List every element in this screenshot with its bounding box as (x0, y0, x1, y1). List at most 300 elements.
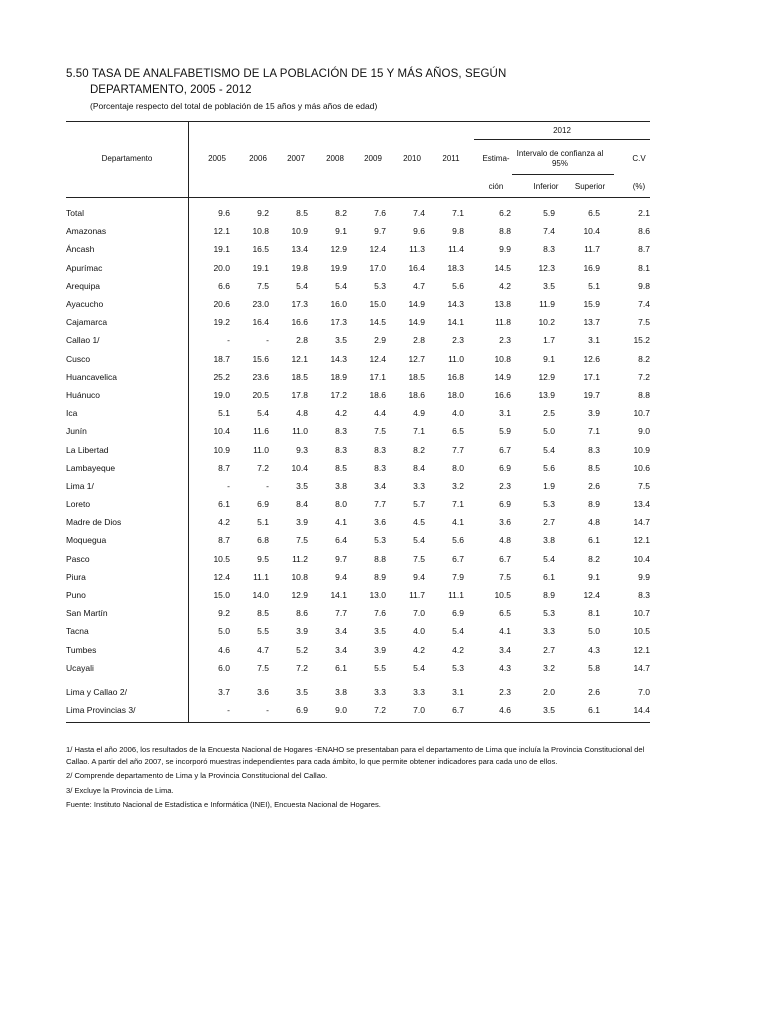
table-cell: 5.5 (257, 626, 269, 637)
table-cell: 3.8 (543, 535, 555, 546)
page-title-line2: DEPARTAMENTO, 2005 - 2012 (90, 84, 252, 96)
table-cell: 9.4 (335, 571, 347, 582)
table-cell: 4.8 (588, 517, 600, 528)
table-cell: 9.7 (374, 226, 386, 237)
table-cell: 6.1 (218, 499, 230, 510)
table-cell: - (266, 705, 269, 716)
table-cell: 6.1 (543, 571, 555, 582)
table-cell: 4.0 (452, 408, 464, 419)
table-cell: 2.8 (413, 335, 425, 346)
table-cell: 19.2 (213, 317, 230, 328)
table-cell: 4.5 (413, 517, 425, 528)
table-cell: 6.5 (452, 426, 464, 437)
table-cell: 14.9 (408, 317, 425, 328)
table-cell: 15.9 (583, 299, 600, 310)
row-label: Ucayali (66, 662, 94, 673)
table-cell: 5.9 (499, 426, 511, 437)
table-cell: 2.7 (543, 517, 555, 528)
table-cell: 8.2 (588, 553, 600, 564)
table-cell: 5.3 (452, 662, 464, 673)
table-cell: 14.4 (633, 705, 650, 716)
table-cell: 5.4 (296, 280, 308, 291)
table-cell: 14.7 (633, 517, 650, 528)
table-cell: 8.3 (374, 444, 386, 455)
table-cell: 7.5 (638, 480, 650, 491)
table-cell: 7.7 (452, 444, 464, 455)
table-cell: 12.3 (538, 262, 555, 273)
table-row (66, 240, 650, 258)
table-cell: 14.3 (447, 299, 464, 310)
table-cell: 6.1 (588, 535, 600, 546)
table-cell: 4.1 (335, 517, 347, 528)
table-cell: 16.4 (252, 317, 269, 328)
table-cell: 17.3 (291, 299, 308, 310)
table-cell: 16.9 (583, 262, 600, 273)
table-cell: 7.1 (588, 426, 600, 437)
table-cell: 6.9 (452, 608, 464, 619)
table-cell: 8.3 (588, 444, 600, 455)
table-cell: 9.8 (638, 280, 650, 291)
table-cell: 4.2 (413, 644, 425, 655)
table-cell: 4.2 (499, 280, 511, 291)
header-departamento: Departamento (101, 154, 153, 163)
row-label: Arequipa (66, 280, 101, 291)
table-cell: 4.1 (499, 626, 511, 637)
table-cell: 5.8 (588, 662, 600, 673)
row-label: Lambayeque (66, 462, 116, 473)
table-cell: 10.4 (291, 462, 308, 473)
table-cell: 6.2 (499, 208, 511, 219)
table-cell: 10.5 (633, 626, 650, 637)
table-cell: 5.1 (588, 280, 600, 291)
table-cell: 8.2 (413, 444, 425, 455)
table-cell: 10.2 (538, 317, 555, 328)
table-cell: 8.7 (218, 462, 230, 473)
table-row (66, 477, 650, 495)
table-cell: 5.9 (543, 208, 555, 219)
table-cell: 9.3 (296, 444, 308, 455)
table-cell: 8.0 (335, 499, 347, 510)
table-cell: 9.6 (413, 226, 425, 237)
table-cell: 5.3 (543, 499, 555, 510)
table-row (66, 386, 650, 404)
row-label: La Libertad (66, 444, 109, 455)
table-cell: 3.4 (499, 644, 511, 655)
table-cell: 6.7 (499, 444, 511, 455)
table-row (66, 350, 650, 368)
table-cell: 12.4 (369, 244, 386, 255)
table-row (66, 604, 650, 622)
table-cell: 3.5 (543, 705, 555, 716)
table-cell: 17.0 (369, 262, 386, 273)
table-cell: - (227, 480, 230, 491)
table-cell: 8.5 (335, 462, 347, 473)
table-cell: 4.0 (413, 626, 425, 637)
table-cell: 7.1 (413, 426, 425, 437)
table-cell: 13.7 (583, 317, 600, 328)
table-cell: 7.6 (374, 208, 386, 219)
table-cell: 3.6 (499, 517, 511, 528)
table-cell: 3.8 (335, 686, 347, 697)
page-title: 5.50 TASA DE ANALFABETISMO DE LA POBLACIÓN DE 15 Y MÁS AÑOS, SEGÚN (66, 68, 507, 80)
table-cell: 11.1 (253, 571, 269, 582)
table-cell: 6.8 (257, 535, 269, 546)
group-2012-rule (474, 139, 650, 140)
table-cell: 12.1 (633, 644, 650, 655)
table-cell: 8.4 (296, 499, 308, 510)
header-cv-unit: (%) (632, 182, 646, 191)
table-cell: 6.4 (335, 535, 347, 546)
table-cell: 7.0 (638, 686, 650, 697)
table-cell: 7.5 (638, 317, 650, 328)
table-cell: 18.3 (447, 262, 464, 273)
table-cell: 9.1 (588, 571, 600, 582)
table-top-rule (66, 121, 650, 122)
table-row (66, 622, 650, 640)
table-cell: 4.7 (413, 280, 425, 291)
table-cell: 6.6 (218, 280, 230, 291)
table-cell: 9.1 (543, 353, 555, 364)
table-cell: 7.5 (499, 571, 511, 582)
row-label: Moquegua (66, 535, 107, 546)
header-superior: Superior (574, 182, 606, 191)
row-label: Callao 1/ (66, 335, 100, 346)
table-cell: 11.9 (539, 299, 555, 310)
table-cell: 5.3 (543, 608, 555, 619)
table-cell: 6.5 (588, 208, 600, 219)
source-note: Fuente: Instituto Nacional de Estadística e Informática (INEI), Encuesta Nacional de Hogares. (66, 800, 381, 809)
table-cell: 10.5 (213, 553, 230, 564)
table-cell: - (266, 480, 269, 491)
table-cell: 12.1 (291, 353, 308, 364)
table-cell: 13.8 (494, 299, 511, 310)
table-cell: 3.2 (543, 662, 555, 673)
table-cell: 9.5 (257, 553, 269, 564)
table-row (66, 459, 650, 477)
table-row (66, 659, 650, 677)
table-cell: 5.4 (543, 553, 555, 564)
table-cell: 18.5 (408, 371, 425, 382)
table-cell: 7.2 (296, 662, 308, 673)
table-cell: 10.4 (583, 226, 600, 237)
table-row (66, 440, 650, 458)
table-cell: 5.6 (543, 462, 555, 473)
table-cell: 3.2 (452, 480, 464, 491)
table-cell: 20.6 (213, 299, 230, 310)
table-cell: 3.4 (335, 644, 347, 655)
table-cell: 11.2 (292, 553, 308, 564)
table-cell: 3.3 (543, 626, 555, 637)
table-cell: 25.2 (213, 371, 230, 382)
table-cell: 4.9 (413, 408, 425, 419)
table-cell: 17.8 (291, 389, 308, 400)
table-cell: 5.1 (218, 408, 230, 419)
table-cell: 8.9 (374, 571, 386, 582)
table-cell: 3.5 (374, 626, 386, 637)
row-label: San Martín (66, 608, 108, 619)
table-cell: 19.9 (330, 262, 347, 273)
table-cell: 3.4 (335, 626, 347, 637)
table-cell: 3.9 (588, 408, 600, 419)
table-cell: 11.4 (448, 244, 464, 255)
table-cell: 4.4 (374, 408, 386, 419)
table-cell: 5.5 (374, 662, 386, 673)
table-cell: 18.9 (330, 371, 347, 382)
row-label: Cusco (66, 353, 91, 364)
table-cell: 5.4 (335, 280, 347, 291)
table-cell: 6.5 (499, 608, 511, 619)
table-cell: 4.7 (257, 644, 269, 655)
interval-rule (512, 174, 614, 175)
table-cell: 8.7 (218, 535, 230, 546)
row-label: Loreto (66, 499, 91, 510)
table-cell: 17.1 (583, 371, 600, 382)
table-cell: 14.5 (369, 317, 386, 328)
table-cell: 4.6 (499, 705, 511, 716)
table-cell: 3.3 (374, 686, 386, 697)
table-row (66, 404, 650, 422)
table-cell: 11.0 (448, 353, 464, 364)
table-cell: 3.1 (499, 408, 511, 419)
table-cell: 17.2 (330, 389, 347, 400)
table-cell: 6.7 (499, 553, 511, 564)
table-row (66, 683, 650, 701)
table-cell: 9.4 (413, 571, 425, 582)
table-cell: 19.8 (291, 262, 308, 273)
header-year: 2008 (326, 154, 344, 163)
table-cell: 8.8 (499, 226, 511, 237)
table-cell: 8.9 (588, 499, 600, 510)
table-cell: 13.4 (291, 244, 308, 255)
row-label: Huánuco (66, 389, 101, 400)
table-cell: 9.6 (218, 208, 230, 219)
table-cell: 2.0 (543, 686, 555, 697)
row-label: Tumbes (66, 644, 97, 655)
table-cell: 23.6 (252, 371, 269, 382)
footnotes (66, 744, 654, 814)
header-year: 2009 (364, 154, 382, 163)
table-cell: 16.0 (330, 299, 347, 310)
table-cell: 5.4 (413, 535, 425, 546)
table-cell: 15.0 (213, 590, 230, 601)
table-cell: 3.8 (335, 480, 347, 491)
table-row (66, 586, 650, 604)
table-cell: 8.5 (588, 462, 600, 473)
table-cell: 5.6 (452, 280, 464, 291)
footnote: 1/ Hasta el año 2006, los resultados de la Encuesta Nacional de Hogares -ENAHO se presentaban para el departamento de Lima que incluía la Provincia Constitucional del Callao. A partir del año 2007, se incorporó muestras independientes para cada ámbito, lo que permite obtener indicadores para cada uno de ellos. (66, 745, 645, 766)
table-cell: 17.1 (369, 371, 386, 382)
table-cell: 10.8 (252, 226, 269, 237)
table-cell: 14.3 (330, 353, 347, 364)
table-cell: 11.7 (584, 244, 600, 255)
table-row (66, 204, 650, 222)
table-row (66, 222, 650, 240)
table-row (66, 331, 650, 349)
table-cell: 13.9 (538, 389, 555, 400)
table-cell: 10.9 (291, 226, 308, 237)
table-cell: 11.3 (409, 244, 425, 255)
table-cell: 12.1 (633, 535, 650, 546)
table-cell: 3.5 (335, 335, 347, 346)
table-cell: 7.9 (452, 571, 464, 582)
table-cell: 6.7 (452, 553, 464, 564)
table-cell: 6.9 (257, 499, 269, 510)
table-cell: 8.0 (452, 462, 464, 473)
table-cell: 2.3 (499, 480, 511, 491)
row-label: Amazonas (66, 226, 107, 237)
table-cell: 18.6 (408, 389, 425, 400)
table-row (66, 313, 650, 331)
table-cell: 6.0 (218, 662, 230, 673)
table-cell: 5.0 (543, 426, 555, 437)
table-cell: 10.9 (633, 444, 650, 455)
table-cell: 14.7 (633, 662, 650, 673)
table-cell: 3.4 (374, 480, 386, 491)
footnote: 3/ Excluye la Provincia de Lima. (66, 785, 174, 795)
table-cell: 7.5 (296, 535, 308, 546)
table-cell: 5.4 (257, 408, 269, 419)
table-cell: 10.4 (633, 553, 650, 564)
table-cell: 8.8 (374, 553, 386, 564)
table-cell: 8.3 (335, 426, 347, 437)
table-cell: 7.0 (413, 705, 425, 716)
table-cell: 10.8 (291, 571, 308, 582)
table-cell: 18.5 (291, 371, 308, 382)
table-cell: 1.9 (543, 480, 555, 491)
table-cell: 9.8 (452, 226, 464, 237)
table-cell: 3.6 (257, 686, 269, 697)
table-row (66, 550, 650, 568)
table-cell: 12.9 (291, 590, 308, 601)
table-cell: 8.4 (413, 462, 425, 473)
table-cell: 18.7 (213, 353, 230, 364)
table-cell: 8.2 (638, 353, 650, 364)
row-label: Ica (66, 408, 78, 419)
table-cell: 16.4 (408, 262, 425, 273)
row-label: Total (66, 208, 84, 219)
table-cell: 6.9 (499, 462, 511, 473)
table-cell: 6.9 (499, 499, 511, 510)
table-cell: 6.9 (296, 705, 308, 716)
table-cell: 4.2 (218, 517, 230, 528)
table-cell: 8.8 (638, 389, 650, 400)
table-row (66, 568, 650, 586)
table-cell: - (227, 705, 230, 716)
table-cell: 7.5 (374, 426, 386, 437)
row-label: Piura (66, 571, 86, 582)
table-cell: 9.2 (257, 208, 269, 219)
table-row (66, 277, 650, 295)
table-cell: 12.9 (330, 244, 347, 255)
table-cell: 19.1 (252, 262, 269, 273)
table-cell: 5.0 (588, 626, 600, 637)
table-cell: 16.8 (447, 371, 464, 382)
table-cell: 5.4 (413, 662, 425, 673)
header-year: 2006 (249, 154, 267, 163)
table-cell: 12.4 (583, 590, 600, 601)
table-cell: 20.5 (252, 389, 269, 400)
table-cell: 16.5 (252, 244, 269, 255)
table-cell: 3.1 (588, 335, 600, 346)
table-cell: 3.6 (374, 517, 386, 528)
table-cell: 3.3 (413, 480, 425, 491)
table-cell: 2.3 (499, 335, 511, 346)
table-cell: 9.2 (218, 608, 230, 619)
table-cell: 10.7 (633, 608, 650, 619)
table-cell: 20.0 (213, 262, 230, 273)
table-cell: 4.3 (588, 644, 600, 655)
table-cell: 13.0 (369, 590, 386, 601)
table-cell: 7.4 (413, 208, 425, 219)
table-cell: 5.4 (543, 444, 555, 455)
data-table (66, 204, 650, 719)
table-cell: 2.1 (638, 208, 650, 219)
table-cell: 3.5 (543, 280, 555, 291)
header-inferior: Inferior (533, 182, 559, 191)
table-cell: 17.3 (330, 317, 347, 328)
table-cell: 7.5 (257, 662, 269, 673)
table-cell: 9.7 (335, 553, 347, 564)
table-cell: 7.5 (413, 553, 425, 564)
table-cell: 7.2 (638, 371, 650, 382)
table-cell: 10.5 (494, 590, 511, 601)
header-year: 2005 (208, 154, 226, 163)
table-cell: 8.7 (638, 244, 650, 255)
table-bottom-rule (66, 722, 650, 723)
header-cv: C.V (632, 154, 646, 163)
table-cell: 4.3 (499, 662, 511, 673)
row-label: Madre de Dios (66, 517, 122, 528)
table-cell: 8.9 (543, 590, 555, 601)
table-cell: 7.4 (638, 299, 650, 310)
table-row (66, 701, 650, 719)
table-cell: 7.0 (413, 608, 425, 619)
table-cell: 19.0 (213, 389, 230, 400)
table-cell: 3.1 (452, 686, 464, 697)
table-row (66, 513, 650, 531)
table-cell: 8.3 (374, 462, 386, 473)
table-cell: 5.3 (374, 535, 386, 546)
table-cell: 9.9 (499, 244, 511, 255)
table-cell: 8.3 (638, 590, 650, 601)
table-cell: 7.4 (543, 226, 555, 237)
table-cell: 8.1 (588, 608, 600, 619)
table-cell: 8.3 (335, 444, 347, 455)
row-label: Ayacucho (66, 299, 104, 310)
table-cell: 8.3 (543, 244, 555, 255)
table-cell: 7.7 (374, 499, 386, 510)
table-cell: 14.9 (408, 299, 425, 310)
table-cell: 7.5 (257, 280, 269, 291)
header-year: 2011 (442, 154, 460, 163)
table-cell: 11.1 (448, 590, 464, 601)
table-cell: 6.1 (335, 662, 347, 673)
row-label: Huancavelica (66, 371, 118, 382)
table-cell: 12.1 (213, 226, 230, 237)
table-cell: 3.7 (218, 686, 230, 697)
table-cell: 11.7 (409, 590, 425, 601)
table-cell: 4.1 (452, 517, 464, 528)
table-row (66, 422, 650, 440)
table-row (66, 259, 650, 277)
table-cell: 3.9 (374, 644, 386, 655)
table-cell: 5.4 (452, 626, 464, 637)
row-label: Pasco (66, 553, 90, 564)
table-cell: 8.6 (296, 608, 308, 619)
table-cell: 10.4 (213, 426, 230, 437)
row-label: Apurímac (66, 262, 103, 273)
table-cell: 11.6 (253, 426, 269, 437)
